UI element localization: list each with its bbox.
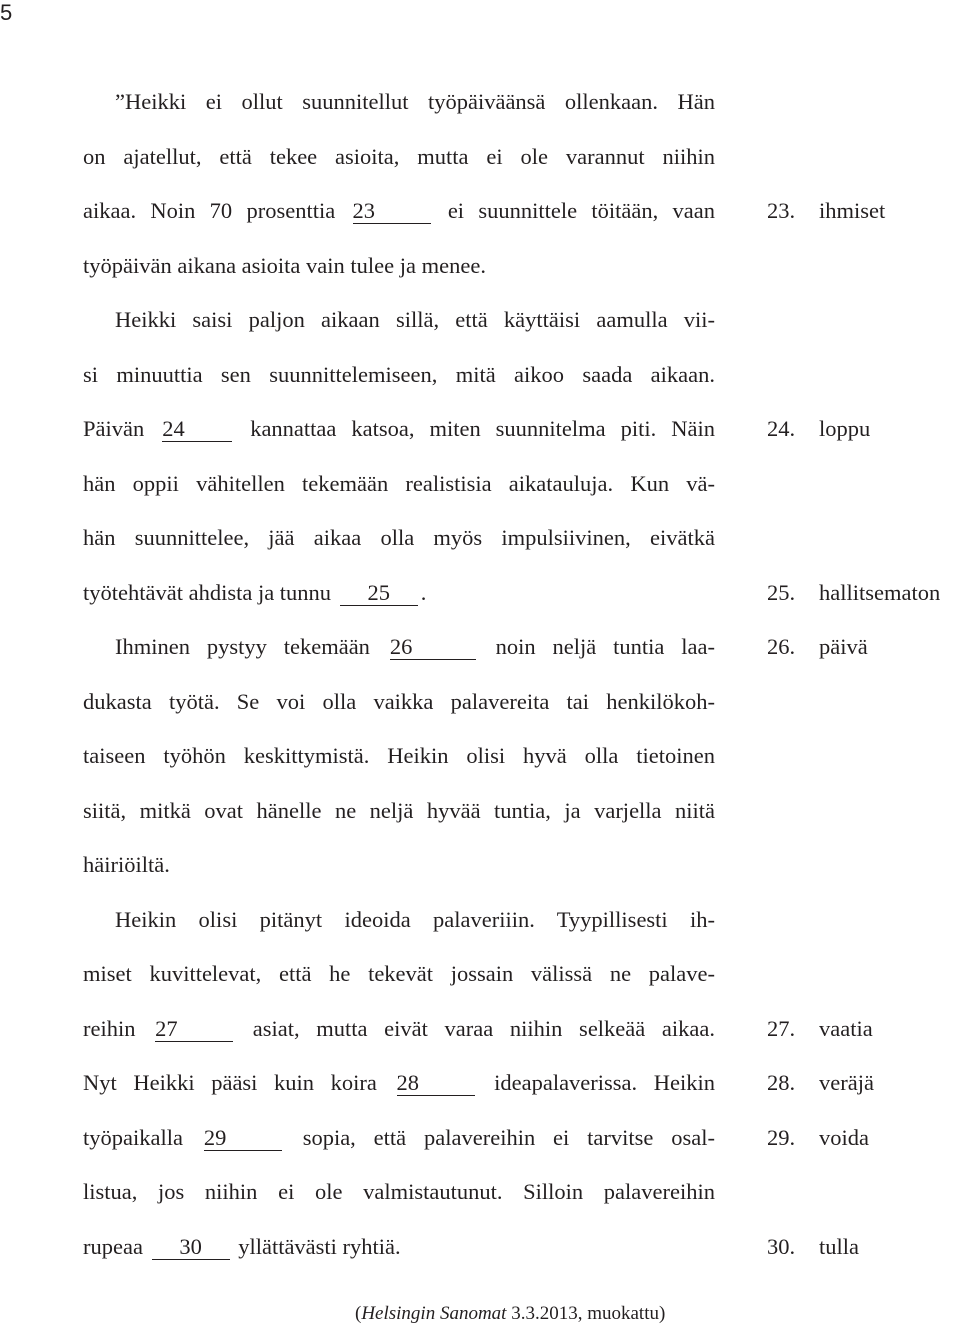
text-line: Päivän 24 kannattaa katsoa, miten suunnitelma piti. Näin — [83, 416, 715, 441]
text-line: reihin 27 asiat, mutta eivät varaa niihin selkeää aikaa. — [83, 1015, 715, 1041]
blank-26: 26 — [390, 635, 476, 660]
text-line: listua, jos niihin ei ole valmistautunut. Silloin palavereihin — [83, 1179, 715, 1204]
text-line: hän oppii vähitellen tekemään realistisia aikatauluja. Kun vä- — [83, 470, 715, 496]
blank-27: 27 — [155, 1017, 233, 1042]
text-line: Heikki saisi paljon aikaan sillä, että käyttäisi aamulla vii- — [115, 307, 715, 332]
text-line: siitä, mitkä ovat hänelle ne neljä hyvää tuntia, ja varjella niitä — [83, 797, 715, 823]
text-line: työpäivän aikana asioita vain tulee ja menee. — [83, 252, 486, 278]
blank-28: 28 — [397, 1071, 475, 1096]
option-26: 26. päivä — [767, 634, 868, 659]
text-line: ”Heikki ei ollut suunnitellut työpäiväänsä ollenkaan. Hän — [115, 89, 715, 114]
text-line: taiseen työhön keskittymistä. Heikin olisi hyvä olla tietoinen — [83, 743, 715, 768]
blank-29: 29 — [204, 1126, 282, 1151]
text-line: työtehtävät ahdista ja tunnu 25 . — [83, 579, 427, 605]
text-line: hän suunnittelee, jää aikaa olla myös impulsiivinen, eivätkä — [83, 525, 715, 550]
option-25: 25. hallitsematon — [767, 579, 941, 605]
text-line: Heikin olisi pitänyt ideoida palaveriiin. Tyypillisesti ih- — [115, 906, 715, 932]
source-name: Helsingin Sanomat — [361, 1303, 507, 1324]
blank-23: 23 — [353, 199, 431, 224]
blank-25: 25 — [340, 581, 418, 606]
blank-30: 30 — [152, 1235, 230, 1260]
text-line: dukasta työtä. Se voi olla vaikka palavereita tai henkilökoh- — [83, 688, 715, 714]
text-line: miset kuvittelevat, että he tekevät jossain välissä ne palave- — [83, 961, 715, 986]
page-number: 5 — [0, 0, 13, 25]
option-27: 27. vaatia — [767, 1015, 873, 1041]
text-line: rupeaa 30 yllättävästi ryhtiä. — [83, 1233, 401, 1259]
option-24: 24. loppu — [767, 416, 871, 441]
cloze-text — [83, 75, 715, 1274]
blank-24: 24 — [162, 417, 232, 442]
text-line: on ajatellut, että tekee asioita, mutta ei ole varannut niihin — [83, 143, 715, 169]
source-citation: (Helsingin Sanomat 3.3.2013, muokattu) — [355, 1303, 666, 1324]
text-line: Nyt Heikki pääsi kuin koira 28 ideapalaverissa. Heikin — [83, 1070, 716, 1095]
option-29: 29. voida — [767, 1124, 869, 1150]
option-28: 28. veräjä — [767, 1070, 874, 1095]
text-line: työpaikalla 29 sopia, että palavereihin ei tarvitse osal- — [83, 1124, 715, 1150]
text-line: häiriöiltä. — [83, 852, 170, 877]
text-line: Ihminen pystyy tekemään 26 noin neljä tuntia laa- — [115, 634, 715, 659]
option-30: 30. tulla — [767, 1233, 859, 1259]
text-line: aikaa. Noin 70 prosenttia 23 ei suunnittele töitään, vaan — [83, 198, 716, 223]
text-line: si minuuttia sen suunnittelemiseen, mitä aikoo saada aikaan. — [83, 361, 715, 387]
option-23: 23. ihmiset — [767, 198, 886, 223]
